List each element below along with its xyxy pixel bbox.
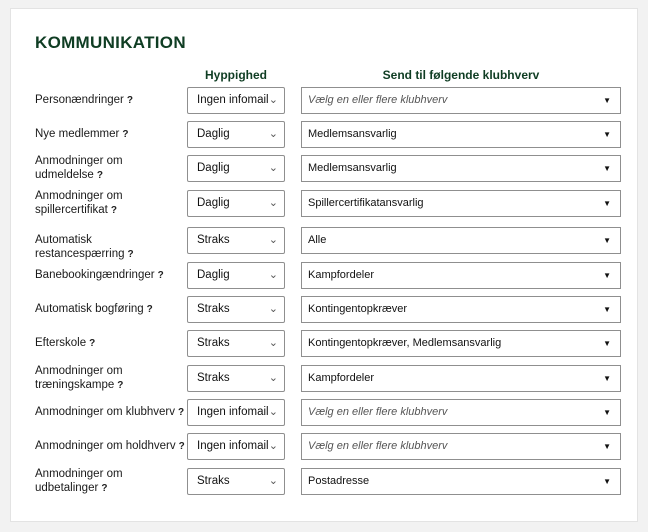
- row-label-text: Anmodninger om udmeldelse: [35, 155, 123, 181]
- row-label-text: Automatisk bogføring: [35, 303, 144, 315]
- row-label: [35, 467, 185, 496]
- caret-down-icon: ▼: [603, 199, 611, 208]
- send-to-column-header: Send til følgende klubhverv: [382, 68, 540, 82]
- caret-down-icon: ▼: [603, 339, 611, 348]
- frequency-select[interactable]: [187, 262, 285, 289]
- club-role-value: Postadresse: [308, 475, 370, 487]
- club-role-multiselect[interactable]: [301, 262, 621, 289]
- club-role-value: Vælg en eller flere klubhverv: [308, 440, 448, 452]
- frequency-select[interactable]: [187, 87, 285, 114]
- frequency-value: Straks: [197, 337, 230, 349]
- frequency-value: Daglig: [197, 197, 230, 209]
- frequency-value: Ingen infomail: [197, 440, 269, 452]
- help-icon[interactable]: ?: [146, 304, 153, 315]
- chevron-down-icon: ⌄: [268, 94, 278, 106]
- help-icon[interactable]: ?: [178, 441, 185, 452]
- frequency-value: Daglig: [197, 269, 230, 281]
- club-role-value: Kontingentopkræver, Medlemsansvarlig: [308, 337, 502, 349]
- chevron-down-icon: ⌄: [268, 162, 278, 174]
- row-label: [35, 364, 185, 393]
- chevron-down-icon: ⌄: [268, 128, 278, 140]
- club-role-multiselect[interactable]: [301, 399, 621, 426]
- frequency-select[interactable]: [187, 296, 285, 323]
- frequency-select[interactable]: [187, 330, 285, 357]
- help-icon[interactable]: ?: [110, 205, 117, 216]
- row-label: [35, 233, 185, 262]
- club-role-value: Medlemsansvarlig: [308, 162, 397, 174]
- frequency-value: Daglig: [197, 162, 230, 174]
- caret-down-icon: ▼: [603, 408, 611, 417]
- chevron-down-icon: ⌄: [268, 406, 278, 418]
- frequency-select[interactable]: [187, 433, 285, 460]
- club-role-multiselect[interactable]: [301, 330, 621, 357]
- chevron-down-icon: ⌄: [268, 269, 278, 281]
- club-role-multiselect[interactable]: [301, 87, 621, 114]
- club-role-multiselect[interactable]: [301, 296, 621, 323]
- club-role-value: Vælg en eller flere klubhverv: [308, 406, 448, 418]
- caret-down-icon: ▼: [603, 305, 611, 314]
- help-icon[interactable]: ?: [89, 338, 96, 349]
- caret-down-icon: ▼: [603, 164, 611, 173]
- help-icon[interactable]: ?: [122, 129, 129, 140]
- chevron-down-icon: ⌄: [268, 440, 278, 452]
- chevron-down-icon: ⌄: [268, 372, 278, 384]
- row-label-text: Anmodninger om udbetalinger: [35, 468, 123, 494]
- caret-down-icon: ▼: [603, 442, 611, 451]
- club-role-value: Alle: [308, 234, 327, 246]
- club-role-multiselect[interactable]: [301, 433, 621, 460]
- help-icon[interactable]: ?: [178, 407, 185, 418]
- row-label: [35, 93, 185, 108]
- frequency-value: Straks: [197, 303, 230, 315]
- club-role-multiselect[interactable]: [301, 227, 621, 254]
- caret-down-icon: ▼: [603, 96, 611, 105]
- frequency-select[interactable]: [187, 121, 285, 148]
- frequency-value: Straks: [197, 475, 230, 487]
- row-label-text: Efterskole: [35, 337, 87, 349]
- club-role-multiselect[interactable]: [301, 155, 621, 182]
- help-icon[interactable]: ?: [101, 483, 108, 494]
- club-role-value: Kontingentopkræver: [308, 303, 408, 315]
- frequency-value: Ingen infomail: [197, 94, 269, 106]
- frequency-select[interactable]: [187, 399, 285, 426]
- chevron-down-icon: ⌄: [268, 475, 278, 487]
- club-role-multiselect[interactable]: [301, 121, 621, 148]
- section-title: KOMMUNIKATION: [35, 33, 186, 52]
- frequency-value: Ingen infomail: [197, 406, 269, 418]
- row-label-text: Anmodninger om spillercertifikat: [35, 190, 123, 216]
- chevron-down-icon: ⌄: [268, 234, 278, 246]
- club-role-multiselect[interactable]: [301, 365, 621, 392]
- frequency-select[interactable]: [187, 365, 285, 392]
- club-role-value: Kampfordeler: [308, 372, 375, 384]
- frequency-column-header: Hyppighed: [205, 68, 267, 82]
- caret-down-icon: ▼: [603, 477, 611, 486]
- row-label: [35, 127, 185, 142]
- row-label: [35, 268, 185, 283]
- communication-panel: [10, 8, 638, 522]
- row-label-text: Nye medlemmer: [35, 128, 120, 140]
- frequency-value: Daglig: [197, 128, 230, 140]
- row-label: [35, 336, 185, 351]
- row-label-text: Anmodninger om holdhverv: [35, 440, 176, 452]
- frequency-value: Straks: [197, 234, 230, 246]
- row-label: [35, 189, 185, 218]
- frequency-value: Straks: [197, 372, 230, 384]
- frequency-select[interactable]: [187, 468, 285, 495]
- help-icon[interactable]: ?: [126, 95, 133, 106]
- row-label-text: Anmodninger om klubhverv: [35, 406, 175, 418]
- club-role-value: Medlemsansvarlig: [308, 128, 397, 140]
- help-icon[interactable]: ?: [96, 170, 103, 181]
- caret-down-icon: ▼: [603, 236, 611, 245]
- club-role-value: Vælg en eller flere klubhverv: [308, 94, 448, 106]
- caret-down-icon: ▼: [603, 130, 611, 139]
- caret-down-icon: ▼: [603, 374, 611, 383]
- chevron-down-icon: ⌄: [268, 337, 278, 349]
- row-label: [35, 405, 185, 420]
- club-role-value: Spillercertifikatansvarlig: [308, 197, 424, 209]
- row-label-text: Personændringer: [35, 94, 124, 106]
- help-icon[interactable]: ?: [127, 249, 134, 260]
- club-role-value: Kampfordeler: [308, 269, 375, 281]
- row-label-text: Banebookingændringer: [35, 269, 155, 281]
- club-role-multiselect[interactable]: [301, 190, 621, 217]
- row-label: [35, 439, 185, 454]
- frequency-select[interactable]: [187, 227, 285, 254]
- row-label-text: Automatisk restancespærring: [35, 234, 125, 260]
- club-role-multiselect[interactable]: [301, 468, 621, 495]
- help-icon[interactable]: ?: [117, 380, 124, 391]
- row-label: [35, 154, 185, 183]
- frequency-select[interactable]: [187, 155, 285, 182]
- row-label-text: Anmodninger om træningskampe: [35, 365, 123, 391]
- chevron-down-icon: ⌄: [268, 197, 278, 209]
- row-label: [35, 302, 185, 317]
- chevron-down-icon: ⌄: [268, 303, 278, 315]
- frequency-select[interactable]: [187, 190, 285, 217]
- help-icon[interactable]: ?: [157, 270, 164, 281]
- caret-down-icon: ▼: [603, 271, 611, 280]
